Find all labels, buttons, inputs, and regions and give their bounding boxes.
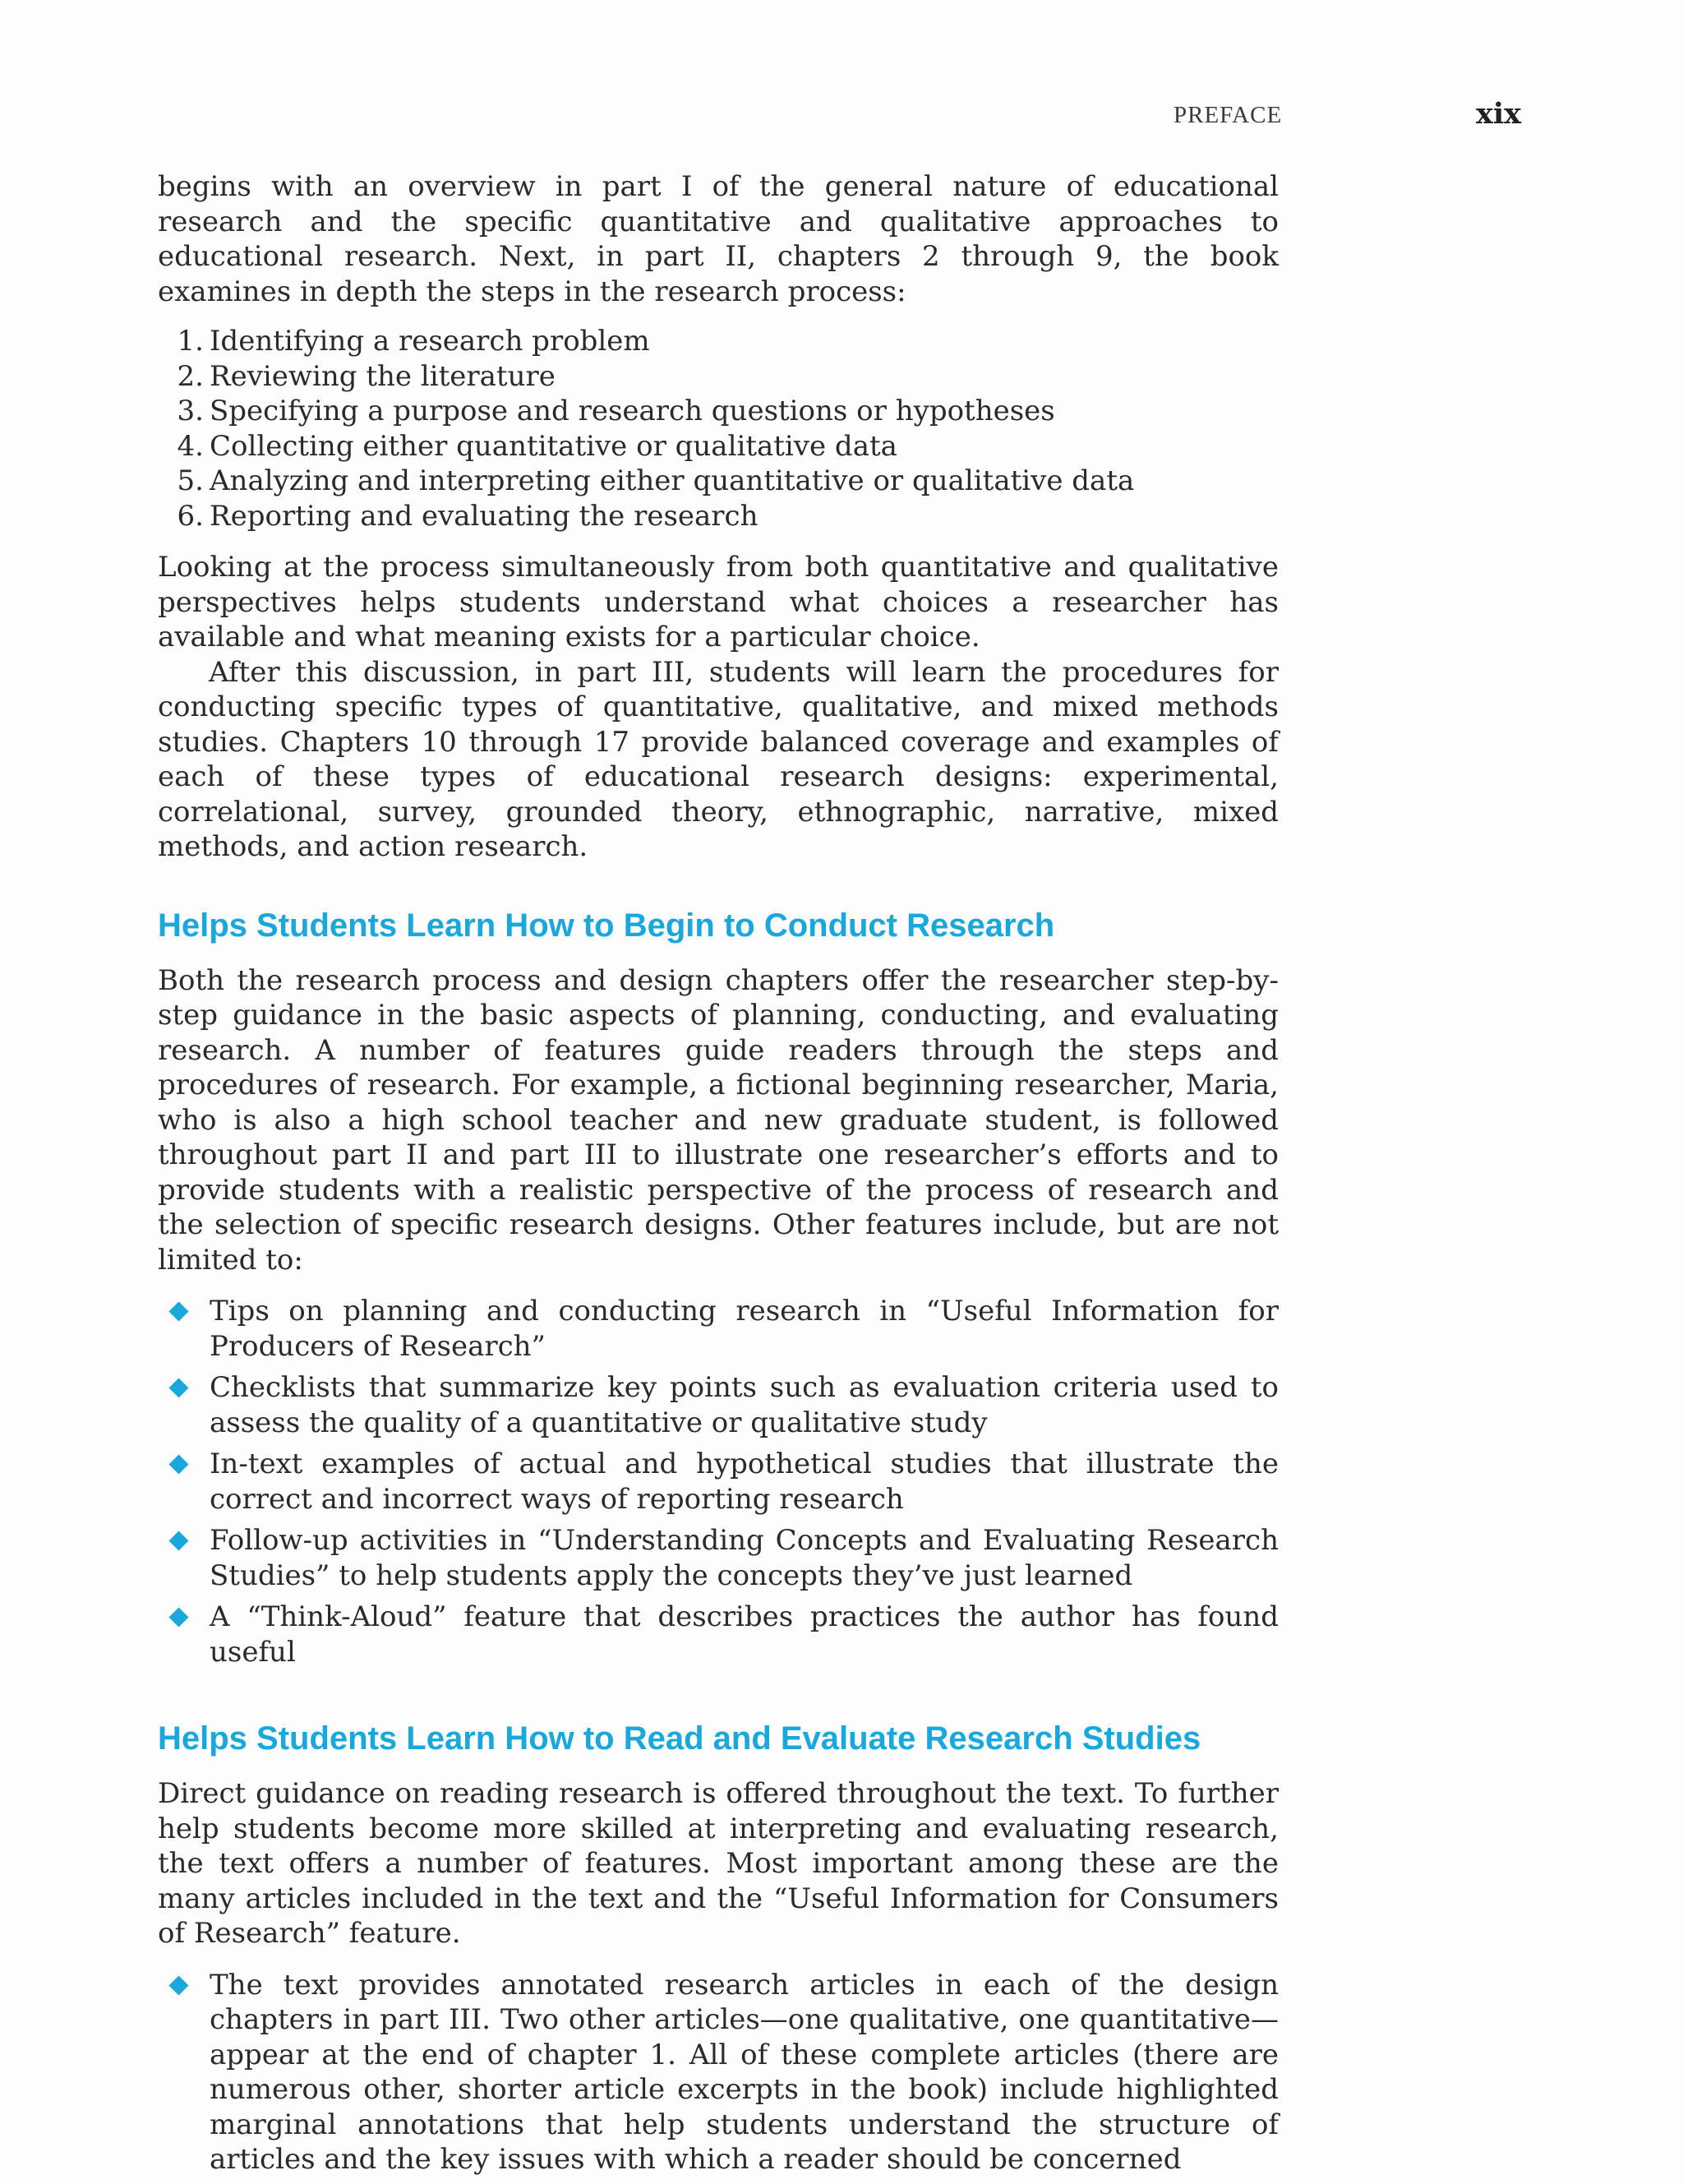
- list-item-text: Collecting either quantitative or qualitative data: [210, 429, 897, 463]
- part-three-paragraph: After this discussion, in part III, students will learn the procedures for conducting specific types of quantitative, qualitative, and mixed methods studies. Chapters 10 through 17 provide balanced coverage and examples of each of these types of educational research designs: experimental, correlational, survey, grounded theory, ethnographic, narrative, mixed methods, and action research.: [158, 655, 1279, 863]
- intro-paragraph: begins with an overview in part I of the general nature of educational research and the specific quantitative and qualitative approaches to educational research. Next, in part II, chapters 2 through 9, the book examines in depth the steps in the research process:: [158, 170, 1279, 308]
- features-bullet-list: [158, 1294, 1279, 1669]
- section-heading-read-evaluate: Helps Students Learn How to Read and Evaluate Research Studies: [158, 1720, 1201, 1757]
- diamond-bullet-icon: [168, 1378, 188, 1397]
- bullet-text: Tips on planning and conducting research in “Useful Information for Producers of Research”: [210, 1295, 1279, 1363]
- perspectives-paragraph: Looking at the process simultaneously from both quantitative and qualitative perspectives helps students understand what choices a researcher has available and what meaning exists for a particular choice.: [158, 551, 1279, 653]
- list-item: [158, 429, 1279, 464]
- list-item: [158, 394, 1279, 429]
- conduct-research-paragraph: Both the research process and design chapters offer the researcher step-by-step guidance in the basic aspects of planning, conducting, and evaluating research. A number of features guide readers through the steps and procedures of research. For example, a fictional beginning researcher, Maria, who is also a high school teacher and new graduate student, is followed throughout part II and part III to illustrate one researcher’s efforts and to provide students with a realistic perspective of the process of research and the selection of specific research designs. Other features include, but are not limited to:: [158, 963, 1279, 1277]
- articles-bullet-list: [158, 1968, 1279, 2177]
- bullet-item: [158, 1968, 1279, 2177]
- list-item: [158, 464, 1279, 499]
- bullet-item: [158, 1370, 1279, 1440]
- list-item: [158, 359, 1279, 395]
- list-item-text: Reporting and evaluating the research: [210, 499, 759, 533]
- section-heading-conduct-research: Helps Students Learn How to Begin to Conduct Research: [158, 907, 1055, 944]
- bullet-text: The text provides annotated research articles in each of the design chapters in part III. Two other articles—one qualitative, one quantitative—appear at the end of chapter 1. All of these complete articles (there are numerous other, shorter article excerpts in the book) include highlighted marginal annotations that help students understand the structure of articles and the key issues with which a reader should be concerned: [210, 1968, 1279, 2176]
- list-number: 5.: [177, 464, 204, 497]
- bullet-text: Checklists that summarize key points such as evaluation criteria used to assess the quality of a quantitative or qualitative study: [210, 1371, 1279, 1439]
- bullet-text: A “Think-Aloud” feature that describes practices the author has found useful: [210, 1600, 1279, 1669]
- read-evaluate-paragraph: Direct guidance on reading research is offered throughout the text. To further help students become more skilled at interpreting and evaluating research, the text offers a number of features. Most important among these are the many articles included in the text and the “Useful Information for Consumers of Research” feature.: [158, 1777, 1279, 1950]
- list-item-text: Reviewing the literature: [210, 359, 556, 393]
- list-item: [158, 324, 1279, 359]
- bullet-item: [158, 1600, 1279, 1669]
- diamond-bullet-icon: [168, 1975, 188, 1995]
- list-number: 6.: [177, 499, 204, 533]
- list-item-text: Identifying a research problem: [210, 325, 650, 358]
- list-number: 2.: [177, 359, 204, 393]
- diamond-bullet-icon: [168, 1301, 188, 1321]
- bullet-item: [158, 1294, 1279, 1364]
- diamond-bullet-icon: [168, 1607, 188, 1627]
- running-header-label: PREFACE: [1173, 102, 1283, 128]
- list-item-text: Analyzing and interpreting either quantitative or qualitative data: [210, 464, 1135, 497]
- diamond-bullet-icon: [168, 1454, 188, 1474]
- page-body: [158, 169, 1279, 2184]
- list-item: [158, 499, 1279, 534]
- bullet-item: [158, 1523, 1279, 1593]
- bullet-text: Follow-up activities in “Understanding Concepts and Evaluating Research Studies” to help students apply the concepts they’ve just learned: [210, 1524, 1279, 1592]
- research-steps-list: [158, 324, 1279, 533]
- bullet-text: In-text examples of actual and hypothetical studies that illustrate the correct and incorrect ways of reporting research: [210, 1448, 1279, 1516]
- list-item-text: Specifying a purpose and research questions or hypotheses: [210, 395, 1055, 427]
- list-number: 4.: [177, 429, 204, 463]
- diamond-bullet-icon: [168, 1531, 188, 1550]
- page-number: xix: [1476, 97, 1522, 131]
- bullet-item: [158, 1447, 1279, 1517]
- list-number: 1.: [177, 325, 204, 358]
- list-number: 3.: [177, 395, 204, 427]
